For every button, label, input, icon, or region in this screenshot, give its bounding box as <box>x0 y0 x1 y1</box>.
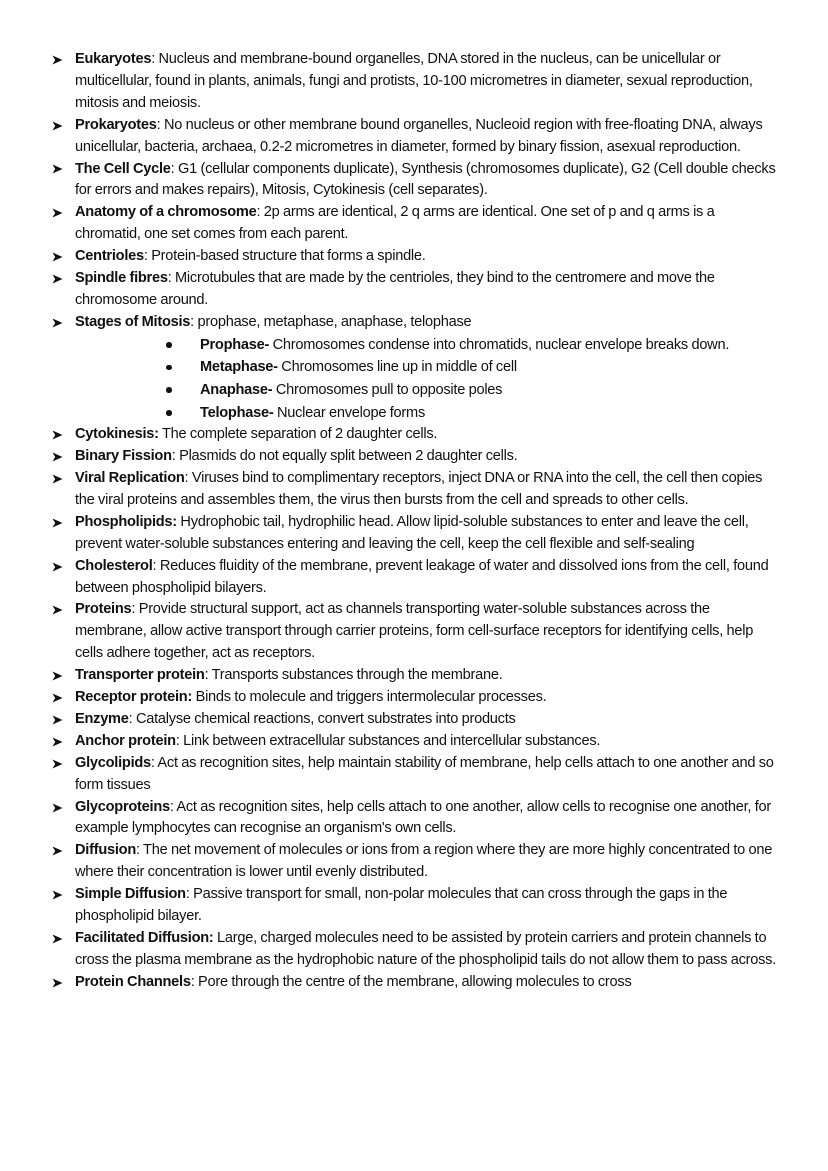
term-description: Reduces fluidity of the membrane, prevent leakage of water and dissolved ions from the cell, found between phospholipid bilayers. <box>75 557 769 596</box>
list-item <box>0 115 828 159</box>
sub-list-item <box>75 379 780 402</box>
term-description: Passive transport for small, non-polar molecules that can cross through the gaps in the phospholipid bilayer. <box>75 886 728 925</box>
term-label: Cytokinesis: <box>75 426 159 443</box>
notes-list <box>0 49 828 994</box>
list-item <box>0 687 828 709</box>
sub-term-label: Anaphase- <box>200 381 273 398</box>
term-description: Protein-based structure that forms a spindle. <box>147 248 426 265</box>
arrowhead-bullet-icon <box>52 884 64 906</box>
list-item <box>0 884 828 928</box>
term-description: Nucleus and membrane-bound organelles, DNA stored in the nucleus, can be unicellular or multicellular, found in plants, animals, fungi and protists, 10-100 micrometres in diameter, sexual reproduction, mitosis and meiosis. <box>75 51 753 111</box>
sub-list-item <box>75 402 780 425</box>
list-item <box>0 268 828 312</box>
term-description: Act as recognition sites, help cells attach to one another, allow cells to recognise one another, for example lymphocytes can recognise an organism's own cells. <box>75 798 771 837</box>
sub-term-label: Prophase- <box>200 336 270 353</box>
term-separator: : <box>256 204 261 221</box>
mitosis-stages-sublist <box>75 334 780 424</box>
term-description: G1 (cellular components duplicate), Synthesis (chromosomes duplicate), G2 (Cell double checks for errors and makes repairs), Mitosis, Cytokinesis (cell separates). <box>75 160 776 199</box>
term-description: Transports substances through the membrane. <box>208 667 503 684</box>
term-label: Glycolipids <box>75 754 151 771</box>
list-item <box>0 446 828 468</box>
term-separator: : <box>167 270 172 287</box>
arrowhead-bullet-icon <box>52 159 64 181</box>
term-description: Microtubules that are made by the centrioles, they bind to the centromere and move the chromosome around. <box>75 270 715 308</box>
term-label: Anchor protein <box>75 732 176 749</box>
term-label: Spindle fibres <box>75 270 168 287</box>
list-item <box>0 599 828 665</box>
list-item <box>0 512 828 556</box>
term-description: The net movement of molecules or ions from a region where they are more highly concentrated to one where their concentration is lower until evenly distributed. <box>75 842 773 881</box>
term-label: Eukaryotes <box>75 51 152 67</box>
term-separator: : <box>204 667 209 684</box>
document-page <box>0 49 828 994</box>
term-separator: : <box>171 448 176 465</box>
list-item <box>0 556 828 600</box>
list-item <box>0 753 828 797</box>
term-separator: : <box>128 710 133 727</box>
list-item <box>0 731 828 753</box>
arrowhead-bullet-icon <box>52 731 64 753</box>
arrowhead-bullet-icon <box>52 753 64 775</box>
arrowhead-bullet-icon <box>52 512 64 534</box>
sub-list-item <box>75 334 780 357</box>
sub-term-label: Metaphase- <box>200 359 278 376</box>
sub-list-item <box>75 356 780 379</box>
term-description: Viruses bind to complimentary receptors, inject DNA or RNA into the cell, the cell then copies the viral proteins and assembles them, the virus then bursts from the cell and spreads to other cells. <box>75 469 763 508</box>
term-label: Protein Channels <box>75 973 191 990</box>
term-label: Phospholipids: <box>75 513 177 530</box>
term-separator: : <box>175 732 180 749</box>
term-description: Catalyse chemical reactions, convert substrates into products <box>132 710 516 727</box>
list-item <box>0 424 828 446</box>
sub-term-label: Telophase- <box>200 404 274 421</box>
term-separator: : <box>152 557 157 574</box>
term-label: Centrioles <box>75 248 144 265</box>
arrowhead-bullet-icon <box>52 928 64 950</box>
sub-term-description: Nuclear envelope forms <box>273 404 425 421</box>
list-item <box>0 972 828 994</box>
arrowhead-bullet-icon <box>52 202 64 224</box>
arrowhead-bullet-icon <box>52 424 64 446</box>
term-description: Provide structural support, act as channels transporting water-soluble substances across the membrane, allow active transport through carrier proteins, form cell-surface receptors for identifying cells, help cells adhere together, act as receptors. <box>75 601 754 662</box>
term-description: Plasmids do not equally split between 2 daughter cells. <box>175 448 518 465</box>
term-label: Transporter protein <box>75 667 205 684</box>
arrowhead-bullet-icon <box>52 797 64 819</box>
list-item <box>0 159 828 203</box>
sub-term-description: Chromosomes pull to opposite poles <box>272 381 503 398</box>
list-item <box>0 312 828 424</box>
term-label: The Cell Cycle <box>75 160 171 177</box>
list-item <box>0 246 828 268</box>
arrowhead-bullet-icon <box>52 468 64 490</box>
term-label: Receptor protein: <box>75 689 193 706</box>
list-item <box>0 202 828 246</box>
term-label: Viral Replication <box>75 469 185 486</box>
round-dot-bullet-icon <box>166 365 172 371</box>
term-label: Anatomy of a chromosome <box>75 204 257 221</box>
term-label: Cholesterol <box>75 557 153 574</box>
term-label: Simple Diffusion <box>75 886 186 903</box>
term-label: Glycoproteins <box>75 798 170 815</box>
round-dot-bullet-icon <box>166 387 172 393</box>
term-separator: : <box>135 842 140 859</box>
arrowhead-bullet-icon <box>52 312 64 334</box>
term-separator: : <box>169 798 174 815</box>
arrowhead-bullet-icon <box>52 446 64 468</box>
term-description: Link between extracellular substances and intercellular substances. <box>179 732 601 749</box>
term-description: Act as recognition sites, help maintain stability of membrane, help cells attach to one another and so form tissues <box>75 754 774 793</box>
round-dot-bullet-icon <box>166 410 172 416</box>
arrowhead-bullet-icon <box>52 709 64 731</box>
term-label: Proteins <box>75 601 132 618</box>
arrowhead-bullet-icon <box>52 840 64 862</box>
term-separator: : <box>190 313 194 330</box>
list-item <box>0 797 828 841</box>
term-label: Enzyme <box>75 710 129 727</box>
arrowhead-bullet-icon <box>52 268 64 290</box>
sub-term-description: Chromosomes condense into chromatids, nuclear envelope breaks down. <box>269 336 730 353</box>
list-item <box>0 665 828 687</box>
term-separator: : <box>151 51 155 67</box>
term-separator: : <box>131 601 136 618</box>
list-item <box>0 468 828 512</box>
sub-term-description: Chromosomes line up in middle of cell <box>277 359 517 376</box>
list-item <box>0 928 828 972</box>
arrowhead-bullet-icon <box>52 115 64 137</box>
arrowhead-bullet-icon <box>52 599 64 621</box>
term-description: Pore through the centre of the membrane, allowing molecules to cross <box>194 973 632 990</box>
term-description: No nucleus or other membrane bound organelles, Nucleoid region with free-floating DNA, always unicellular, bacteria, archaea, 0.2-2 micrometres in diameter, formed by binary fission, asexual reproduction. <box>75 116 763 155</box>
term-label: Prokaryotes <box>75 116 157 133</box>
term-description: prophase, metaphase, anaphase, telophase <box>193 313 472 330</box>
round-dot-bullet-icon <box>166 342 172 348</box>
arrowhead-bullet-icon <box>52 556 64 578</box>
term-label: Binary Fission <box>75 448 172 465</box>
list-item <box>0 840 828 884</box>
term-description: Hydrophobic tail, hydrophilic head. Allow lipid-soluble substances to enter and leave the cell, prevent water-soluble substances entering and leaving the cell, keep the cell flexible and self-sealing <box>75 513 749 552</box>
term-label: Diffusion <box>75 842 136 859</box>
term-separator: : <box>150 754 155 771</box>
arrowhead-bullet-icon <box>52 49 64 71</box>
list-item <box>0 709 828 731</box>
list-item <box>0 49 828 115</box>
term-separator: : <box>184 469 189 486</box>
term-description: The complete separation of 2 daughter cells. <box>158 426 438 443</box>
term-label: Stages of Mitosis <box>75 313 191 330</box>
term-separator: : <box>156 116 161 133</box>
term-separator: : <box>170 160 175 177</box>
arrowhead-bullet-icon <box>52 972 64 994</box>
term-label: Facilitated Diffusion: <box>75 930 214 946</box>
term-description: Binds to molecule and triggers intermolecular processes. <box>192 689 547 706</box>
term-separator: : <box>185 886 190 903</box>
term-description: Large, charged molecules need to be assisted by protein carriers and protein channels to cross the plasma membrane as the hydrophobic nature of the phospholipid tails do not allow them to pass across. <box>75 930 776 968</box>
term-separator: : <box>190 973 195 990</box>
term-description: 2p arms are identical, 2 q arms are identical. One set of p and q arms is a chromatid, one set comes from each parent. <box>75 204 715 243</box>
arrowhead-bullet-icon <box>52 687 64 709</box>
term-separator: : <box>143 248 148 265</box>
arrowhead-bullet-icon <box>52 246 64 268</box>
arrowhead-bullet-icon <box>52 665 64 687</box>
